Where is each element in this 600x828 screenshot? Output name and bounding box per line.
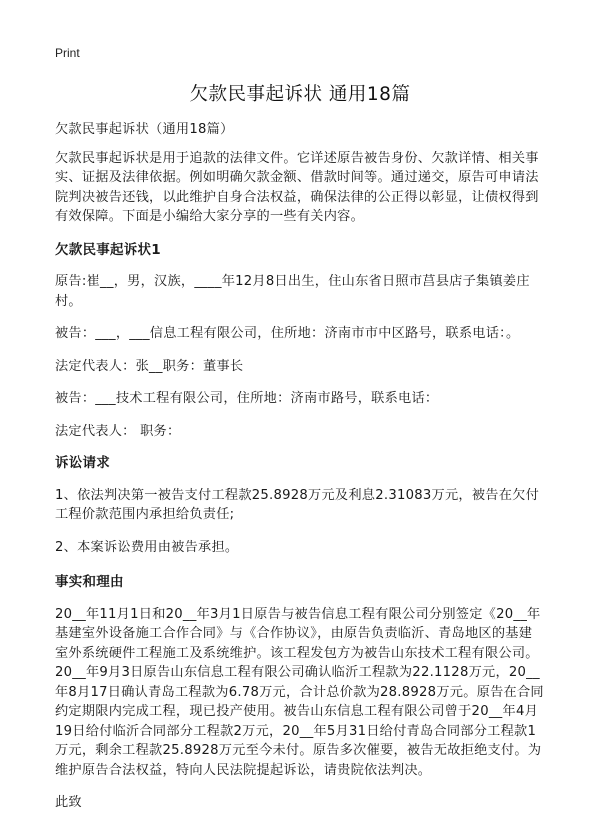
section-heading-claims: 诉讼请求 bbox=[55, 455, 110, 471]
document-body bbox=[55, 120, 545, 826]
section-heading-complaint-1: 欠款民事起诉状1 bbox=[55, 241, 161, 258]
legal-representative-2: 法定代表人： 职务： bbox=[55, 423, 181, 439]
intro-paragraph: 欠款民事起诉状是用于追款的法律文件。它详述原告被告身份、欠款详情、相关事实、证据及法律依据。例如明确欠款金额、借款时间等。通过递交，原告可申请法院判决被告还钱，以此维护自身合法权益，确保法律的公正得以彰显，让债权得到有效保障。下面是小编给大家分享的一些有关内容。 bbox=[55, 150, 539, 224]
closing-line: 此致 bbox=[55, 795, 82, 810]
facts-paragraph: 20__年11月1日和20__年3月1日原告与被告信息工程有限公司分别签定《20__年基建室外设备施工合作合同》与《合作协议》，由原告负责临沂、青岛地区的基建室外系统硬件工程施工及系统维护。该工程发包方为被告山东技术工程有限公司。20__年9月3日原告山东信息工程有限公司确认临沂工程款为22.1128万元，20__年8月17日确认青岛工程款为6.78万元，合计总价款为28.8928万元。原告在合同约定期限内完成工程，现已投产使用。被告山东信息工程有限公司曾于20__年4月19日给付临沂合同部分工程款2万元，20__年5月31日给付青岛合同部分工程款1万元，剩余工程款25.8928万元至今未付。原告多次催要，被告无故拒绝支付。为维护原告合法权益，特向人民法院提起诉讼，请贵院依法判决。 bbox=[55, 606, 544, 778]
print-label[interactable]: Print bbox=[55, 46, 80, 60]
document-title: 欠款民事起诉状 通用18篇 bbox=[189, 84, 411, 105]
defendant-2-info: 被告：___技术工程有限公司，住所地：济南市路号，联系电话： bbox=[55, 391, 439, 406]
legal-representative-1: 法定代表人：张__职务：董事长 bbox=[55, 358, 244, 374]
claim-2: 2、本案诉讼费用由被告承担。 bbox=[55, 539, 239, 555]
claim-1: 1、依法判决第一被告支付工程款25.8928万元及利息2.31083万元，被告在欠付工程价款范围内承担给负责任; bbox=[55, 487, 540, 522]
plaintiff-info: 原告:崔__，男，汉族，____年12月8日出生，住山东省日照市莒县店子集镇姜庄村。 bbox=[55, 274, 530, 309]
section-heading-facts: 事实和理由 bbox=[55, 574, 124, 590]
defendant-1-info: 被告：___，___信息工程有限公司，住所地：济南市市中区路号，联系电话：。 bbox=[55, 326, 520, 341]
document-subtitle: 欠款民事起诉状（通用18篇） bbox=[55, 122, 234, 137]
